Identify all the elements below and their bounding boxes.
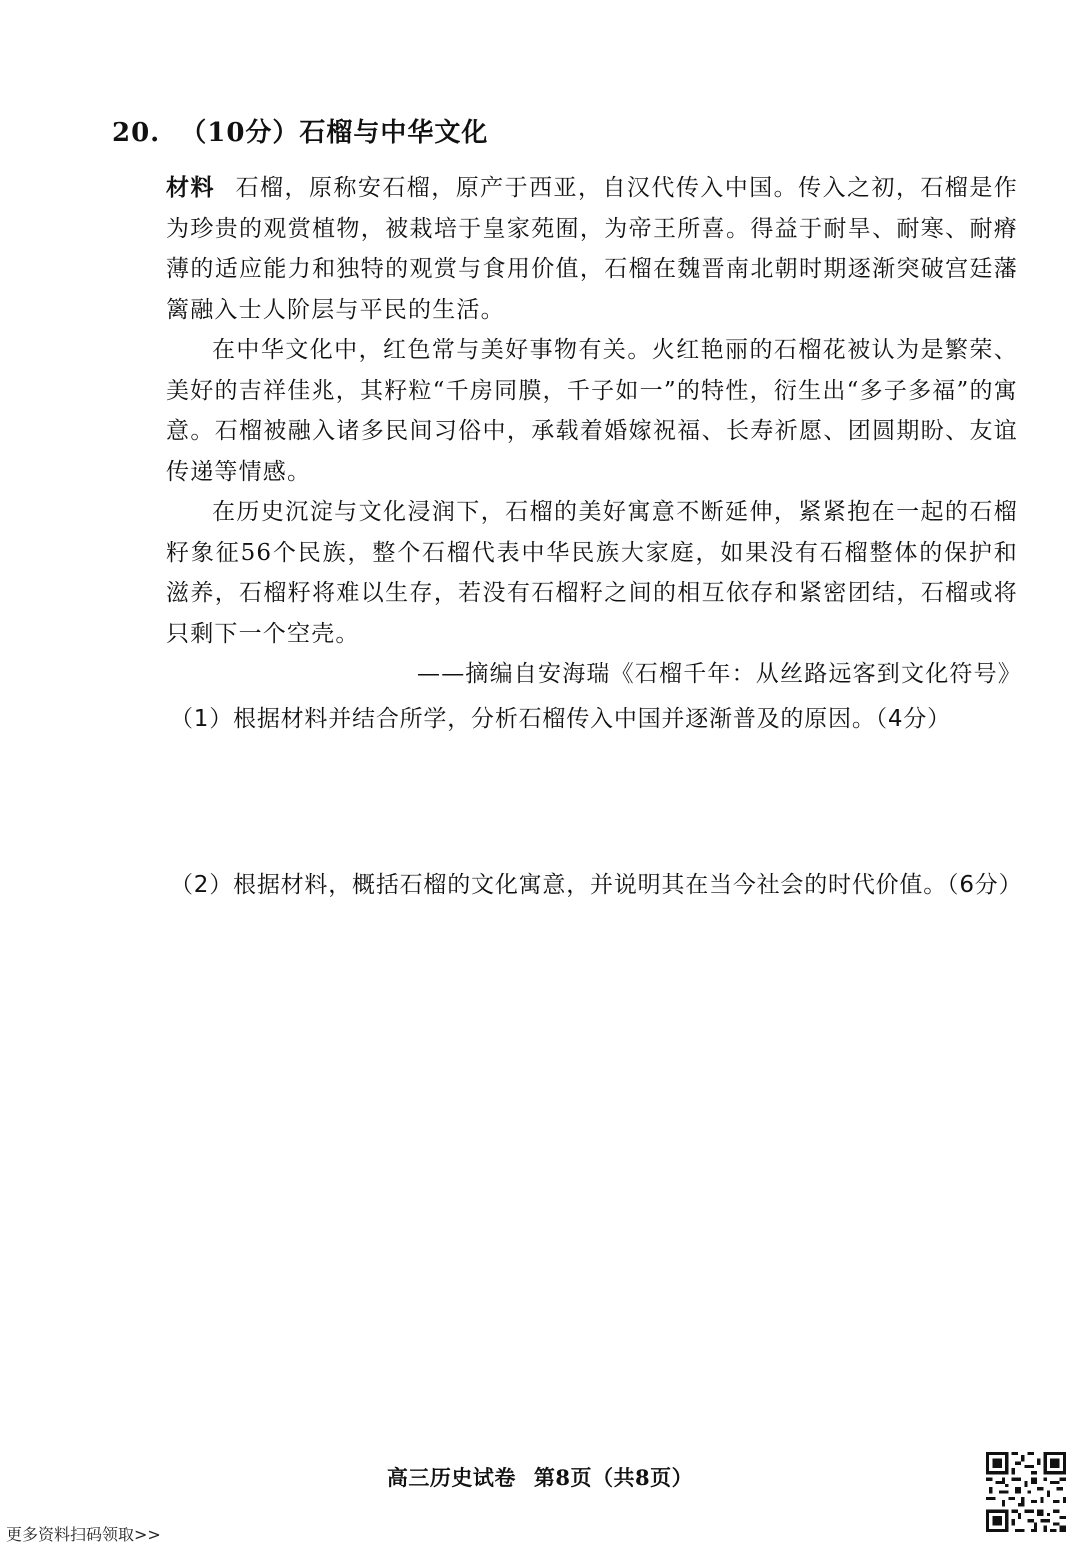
- question-header: [112, 112, 488, 149]
- material-paragraph-3: 在历史沉淀与文化浸润下，石榴的美好寓意不断延伸，紧紧抱在一起的石榴籽象征56个民族，整个石榴代表中华民族大家庭，如果没有石榴整体的保护和滋养，石榴籽将难以生存，若没有石榴籽之间的相互依存和紧密团结，石榴或将只剩下一个空壳。: [166, 499, 1018, 647]
- question-title: （10分）石榴与中华文化: [180, 118, 489, 148]
- sub-question-2: （2）根据材料，概括石榴的文化寓意，并说明其在当今社会的时代价值。（6分）: [170, 872, 1023, 898]
- material-source: ——摘编自安海瑞《石榴千年：从丝路远客到文化符号》: [417, 661, 1022, 687]
- material-paragraph-2: 在中华文化中，红色常与美好事物有关。火红艳丽的石榴花被认为是繁荣、美好的吉祥佳兆，其籽粒“千房同膜，千子如一”的特性，衍生出“多子多福”的寓意。石榴被融入诸多民间习俗中，承载着婚嫁祝福、长寿祈愿、团圆期盼、友谊传递等情感。: [166, 337, 1018, 485]
- material-paragraph-1: [166, 168, 1018, 330]
- promo-link[interactable]: 更多资料扫码领取>>: [6, 1525, 161, 1544]
- material-block: [166, 168, 1018, 654]
- sub-question-1: （1）根据材料并结合所学，分析石榴传入中国并逐渐普及的原因。（4分）: [170, 706, 951, 732]
- qr-code-icon[interactable]: [986, 1452, 1066, 1532]
- material-paragraph-1-text: 石榴，原称安石榴，原产于西亚，自汉代传入中国。传入之初，石榴是作为珍贵的观赏植物，被栽培于皇家苑囿，为帝王所喜。得益于耐旱、耐寒、耐瘠薄的适应能力和独特的观赏与食用价值，石榴在魏晋南北朝时期逐渐突破宫廷藩篱融入士人阶层与平民的生活。: [166, 175, 1018, 323]
- question-number: 20.: [112, 118, 161, 148]
- page-footer: [0, 1462, 1080, 1492]
- footer-page-number: 第8页（共8页）: [533, 1465, 694, 1490]
- material-label: 材料: [166, 175, 215, 201]
- footer-exam-title: 高三历史试卷: [386, 1465, 516, 1490]
